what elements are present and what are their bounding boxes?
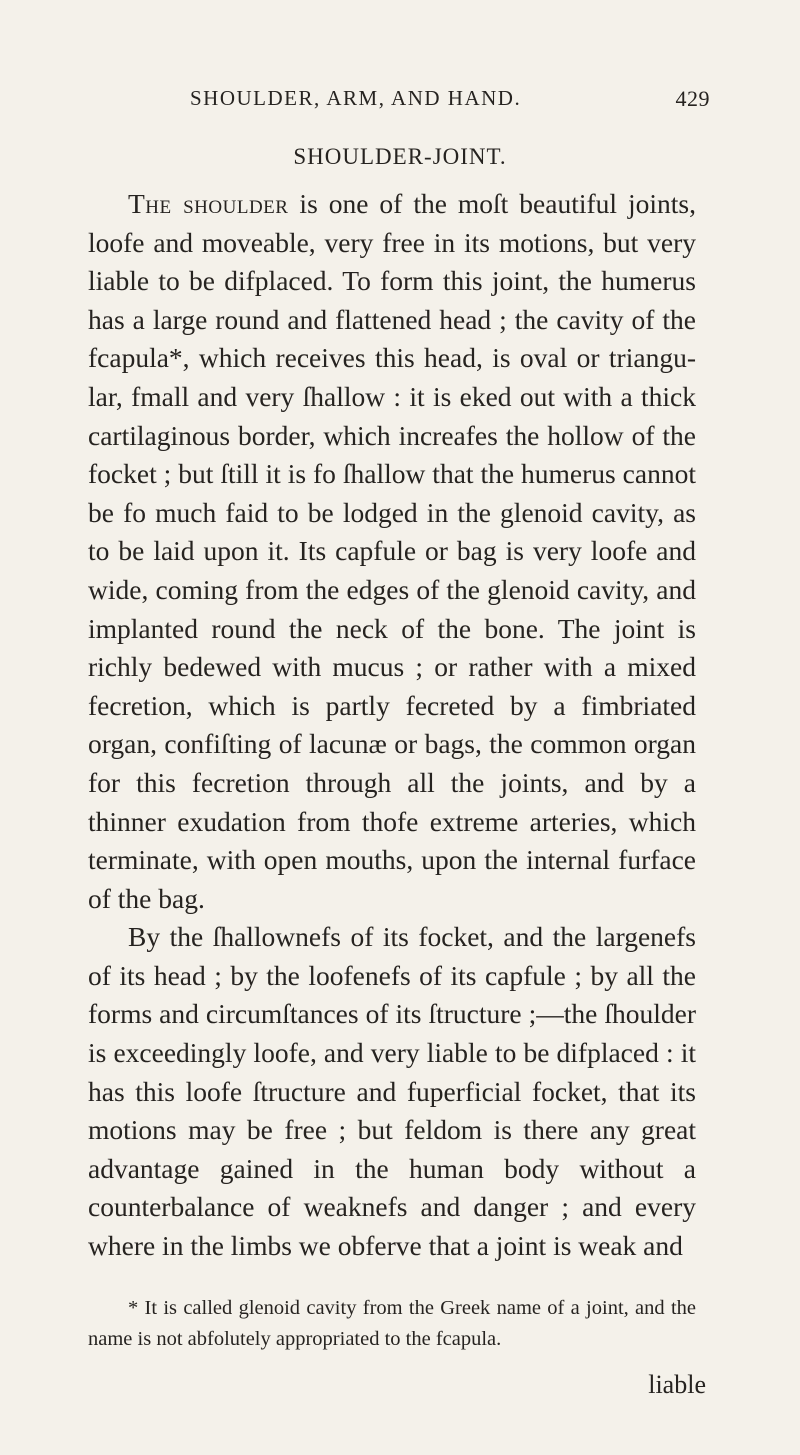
catchword: liable bbox=[648, 1370, 706, 1399]
paragraph-1-text: is one of the moſt beautiful joints, loofe and moveable, very free in its motions, but very liable to be difplaced. To form this joint, the humerus has a large round and flattened head ; the cavity of the fcapula*, which receives this head, is oval or triangular, fmall and very ſhallow : it is eked out with a thick cartilaginous border, which increafes the hollow of the focket ; but ſtill it is fo ſhallow that the humerus cannot be fo much faid to be lodged in the glenoid cavity, as to be laid upon it. Its capfule or bag is very loofe and wide, coming from the edges of the glenoid cavity, and implanted round the neck of the bone. The joint is richly bedewed with mucus ; or rather with a mixed fecretion, which is partly fecreted by a fimbriated organ, confiſting of lacunæ or bags, the common organ for this fecretion through all the joints, and by a thinner exudation from thofe extreme arteries, which terminate, with open mouths, upon the internal furface of the bag. bbox=[88, 188, 697, 914]
section-title: SHOULDER-JOINT. bbox=[293, 144, 507, 169]
running-head bbox=[190, 86, 710, 111]
footnote bbox=[88, 1293, 696, 1355]
running-head-title: SHOULDER, ARM, AND HAND. bbox=[190, 86, 522, 110]
page-number: 429 bbox=[675, 86, 710, 111]
paragraph-2: By the ſhallownefs of its focket, and the largenefs of its head ; by the loofenefs of its capfule ; by all the forms and circumſtances of its ſtructure ;—the ſhoulder is exceedingly loofe, and very liable to be difplaced : it has this loofe ſtructure and fuperficial focket, that its motions may be free ; but feldom is there any great advantage gained in the human body without a counterbalance of weaknefs and danger ; and every where in the limbs we obferve that a joint is weak and bbox=[88, 921, 696, 1262]
paragraph-1-lead: The shoulder bbox=[128, 188, 289, 219]
body-text bbox=[88, 185, 696, 1266]
footnote-text: * It is called glenoid cavity from the Greek name of a joint, and the name is not abfolutely appropriated to the fcapula. bbox=[88, 1297, 696, 1350]
paragraph-1 bbox=[88, 185, 696, 918]
